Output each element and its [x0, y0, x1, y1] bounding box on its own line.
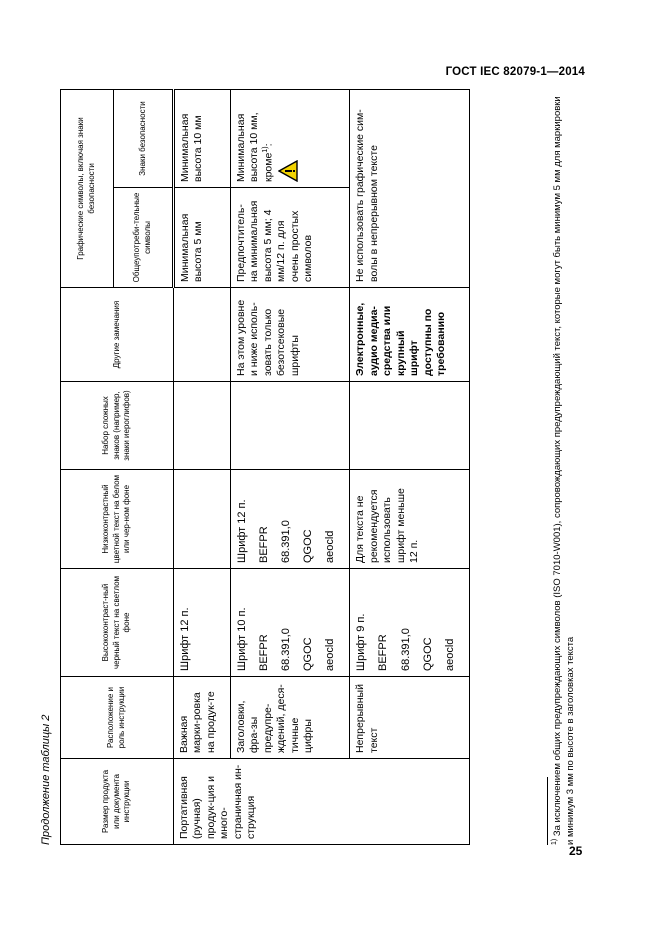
row1-location: Важная марки-ровка на продук-те	[174, 677, 231, 759]
table-row	[231, 89, 350, 844]
footnote	[550, 90, 578, 845]
page-number: 25	[569, 844, 583, 858]
sample-round-caps: QGOC	[302, 637, 315, 671]
row2-other: На этом уровне и ниже исполь-зовать только безотсековые шрифты	[231, 288, 350, 382]
sample-font-size: Шрифт 12 п.	[236, 499, 248, 563]
sample-font-size: Шрифт 10 п.	[236, 607, 248, 671]
row3-complex	[350, 382, 469, 470]
header-location: Расположение и роль инструкции	[61, 677, 174, 759]
row1-other	[174, 288, 231, 382]
row1-complex	[174, 382, 231, 470]
sample-lowercase: aeocld	[324, 638, 337, 671]
sample-digits: 68.391,0	[280, 520, 293, 563]
sample-round-caps: QGOC	[421, 637, 434, 671]
row3-low-contrast: Для текста не рекомендуется использовать шрифт меньше 12 п.	[350, 470, 469, 569]
sample-round-caps: QGOC	[302, 529, 315, 563]
table-header-row	[61, 89, 114, 844]
row2-complex	[231, 382, 350, 470]
row1-general-symbols: Минимальная высота 5 мм	[174, 188, 231, 288]
sample-lowercase: aeocld	[324, 530, 337, 563]
size-cell: Портативная (ручная) продук-ция и много-страничная ин-струкция	[174, 759, 470, 845]
row3-graphic-symbols: Не использовать графические сим-волы в непрерывном тексте	[350, 89, 469, 287]
safety-signs-text: Минимальная высота 10 мм, кроме	[235, 112, 275, 182]
table-row	[174, 89, 231, 844]
sample-font-size: Шрифт 9 п.	[355, 613, 368, 671]
header-graphic-symbols: Графические символы, включая знаки безопасности	[61, 89, 114, 287]
colon: :	[262, 143, 275, 147]
row2-location: Заголовки, фра-зы предупре-ждений, деся-тичные цифры	[231, 677, 350, 759]
header-high-contrast: Высококонтраст-ный черный текст на светлом фоне	[61, 569, 174, 677]
header-size: Размер продукта или документа инструкции	[61, 759, 174, 845]
sample-font-size: Шрифт 12 п.	[179, 607, 191, 671]
sample-caps: BEFPR	[258, 526, 271, 563]
header-complex-chars: Набор сложных знаков (например, знаки иероглифов)	[61, 382, 174, 470]
standard-designation: ГОСТ IEC 82079-1—2014	[445, 66, 585, 78]
sample-caps: BEFPR	[377, 634, 390, 671]
row3-high-contrast	[350, 569, 469, 677]
table-row	[350, 89, 469, 844]
table-continuation-caption: Продолжение таблицы 2	[40, 714, 52, 845]
header-low-contrast: Низкоконтрастный цветной текст на белом или чер-ном фоне	[61, 470, 174, 569]
row3-location: Непрерывный текст	[350, 677, 469, 759]
sample-caps: BEFPR	[258, 634, 271, 671]
sample-lowercase: aeocld	[443, 638, 456, 671]
requirements-table	[60, 89, 470, 845]
row2-low-contrast	[231, 470, 350, 569]
row2-safety-signs	[231, 89, 350, 187]
row2-high-contrast	[231, 569, 350, 677]
sample-digits: 68.391,0	[399, 628, 412, 671]
header-other-notes: Другие замечания	[61, 288, 174, 382]
row3-other: Электронные, аудио медиа-средства или крупный шрифт доступны по требованию	[350, 288, 469, 382]
header-safety-signs: Знаки безопасности	[114, 89, 174, 187]
footnote-marker: 1)	[551, 838, 558, 845]
footnote-rule	[547, 777, 548, 845]
row1-safety-signs: Минимальная высота 10 мм	[174, 89, 231, 187]
footnote-text: За исключением общих предупреждающих символов (ISO 7010-W001), сопровождающих предупреждающий текст, которые могут быть минимум 5 мм для маркировки и минимум 3 мм по высоте в заголовках текста	[552, 96, 577, 845]
row1-low-contrast	[174, 470, 231, 569]
footnote-ref: 1)	[261, 146, 269, 153]
rotated-page-body	[40, 90, 585, 845]
sample-digits: 68.391,0	[280, 628, 293, 671]
row2-general-symbols: Предпочтитель-на минимальная высота 5 мм; 4 мм/12 п. для очень простых символов	[231, 188, 350, 288]
header-general-symbols: Общеупотреби-тельные символы	[114, 188, 174, 288]
warning-triangle-icon	[278, 160, 298, 182]
row1-high-contrast	[174, 569, 231, 677]
